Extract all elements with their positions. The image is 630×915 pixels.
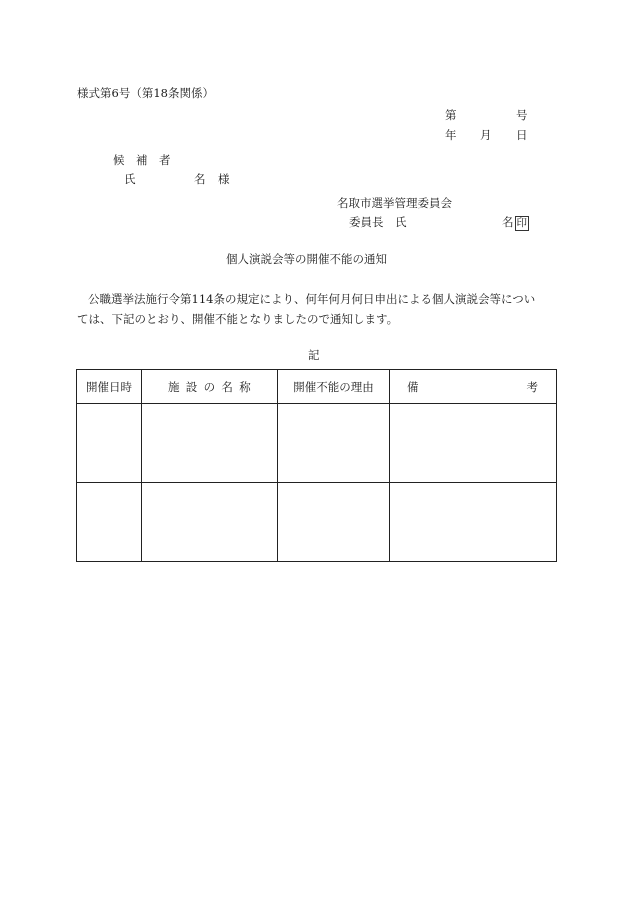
- table-row: [77, 483, 557, 562]
- cell-datetime: [77, 404, 142, 483]
- notice-table: [76, 369, 557, 562]
- form-number-label: 様式第6号（第18条関係）: [77, 86, 214, 100]
- cell-facility: [142, 404, 278, 483]
- doc-number-prefix: 第: [445, 108, 457, 122]
- table-row: [77, 404, 557, 483]
- recipient-name-label: 氏: [124, 172, 136, 186]
- header-facility: 施設の名称: [142, 370, 278, 404]
- date-year: 年: [445, 128, 457, 142]
- recipient-name-label-2: 名: [194, 172, 206, 186]
- recipient-role: 候 補 者: [113, 153, 171, 167]
- sender-title: 委員長 氏: [349, 215, 407, 229]
- date-day: 日: [516, 128, 528, 142]
- sender-name-suffix: 名: [502, 215, 514, 229]
- recipient-honorific: 様: [218, 172, 230, 186]
- seal-stamp: 印: [516, 217, 527, 229]
- date-month: 月: [480, 128, 492, 142]
- body-line-2: ては、下記のとおり、開催不能となりましたので通知します。: [77, 312, 399, 326]
- cell-datetime: [77, 483, 142, 562]
- sender-name-and-seal: [502, 215, 529, 231]
- ki-heading: 記: [308, 348, 320, 362]
- cell-remarks: [390, 404, 557, 483]
- header-datetime: 開催日時: [77, 370, 142, 404]
- header-remarks-2: 考: [526, 380, 538, 394]
- cell-facility: [142, 483, 278, 562]
- sender-organization: 名取市選挙管理委員会: [337, 196, 452, 210]
- header-remarks-1: 備: [407, 380, 419, 394]
- cell-reason: [278, 404, 390, 483]
- body-line-1: 公職選挙法施行令第114条の規定により、何年何月何日申出による個人演説会等につい: [88, 292, 536, 306]
- doc-number-suffix: 号: [516, 108, 528, 122]
- document-title: 個人演説会等の開催不能の通知: [226, 252, 387, 266]
- header-remarks: [390, 370, 557, 404]
- cell-reason: [278, 483, 390, 562]
- cell-remarks: [390, 483, 557, 562]
- header-reason: 開催不能の理由: [278, 370, 390, 404]
- table-header-row: [77, 370, 557, 404]
